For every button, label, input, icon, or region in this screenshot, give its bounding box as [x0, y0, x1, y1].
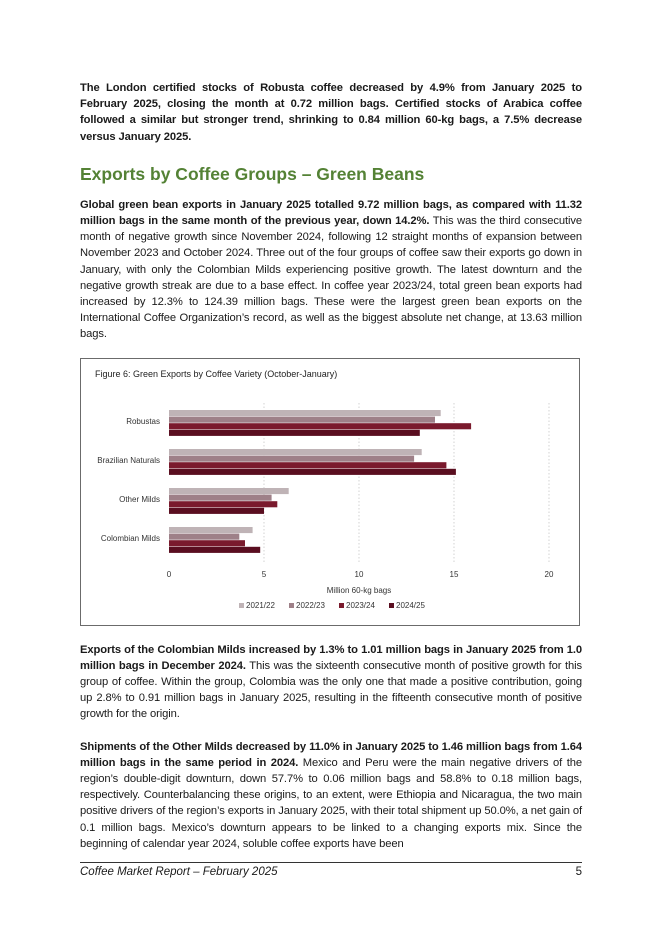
x-tick-label: 10 [354, 569, 364, 579]
bar-2023-24-colombian-milds [169, 540, 245, 546]
bar-2023-24-robustas [169, 423, 471, 429]
section-heading: Exports by Coffee Groups – Green Beans [80, 163, 425, 184]
paragraph-bold: Exports of the Colombian Milds increased by 1.3% to 1.01 million bags in January 2025 from 1.0 million bags in December 2024. [80, 643, 582, 672]
bar-2023-24-brazilian-naturals [169, 462, 446, 468]
bar-2022-23-colombian-milds [169, 533, 239, 539]
legend-swatch [289, 603, 294, 608]
x-axis-label: Million 60-kg bags [326, 585, 392, 595]
legend-swatch [339, 603, 344, 608]
bar-2024-25-brazilian-naturals [169, 468, 456, 474]
chart-title: Figure 6: Green Exports by Coffee Variety (October-January) [95, 368, 338, 379]
category-label: Robustas [126, 416, 160, 426]
bar-2021-22-brazilian-naturals [169, 449, 422, 455]
legend-label: 2023/24 [346, 600, 375, 610]
bar-2024-25-other-milds [169, 507, 264, 513]
paragraph-bold: The London certified stocks of Robusta coffee decreased by 4.9% from January 2025 to February 2025, closing the month at 0.72 million bags. Certified stocks of Arabica coffee followed a similar but stronger trend, shrinking to 0.84 million 60-kg bags, a 7.5% decrease versus January 2025. [80, 82, 582, 143]
paragraph-global-exports [80, 197, 582, 343]
paragraph-bold: Shipments of the Other Milds decreased by 11.0% in January 2025 to 1.46 million bags from 1.64 million bags in the same period in 2024. [80, 740, 582, 769]
category-label: Colombian Milds [100, 533, 160, 543]
category-label: Other Milds [119, 494, 160, 504]
paragraph-bold: Global green bean exports in January 2025 totalled 9.72 million bags, as compared with 11.32 million bags in the same month of the previous year, down 14.2%. [80, 198, 582, 228]
x-tick-label: 5 [261, 569, 267, 579]
page-footer [80, 862, 582, 878]
legend-label: 2021/22 [246, 600, 275, 610]
paragraph-text: Mexico and Peru were the main negative drivers of the region’s double-digit downturn, down 57.7% to 0.06 million bags and 58.8% to 0.18 million bags, respectively. Counterbalancing these origins, to an extent, were Ethiopia and Nicaragua, the two main positive drivers of the region’s exports in January 2025, with their total shipment up 50.0%, a net gain of 0.1 million bags. Mexico’s downturn appears to be linked to a changing exports mix. Since the beginning of calendar year 2024, soluble coffee exports have been [80, 756, 582, 850]
bar-2021-22-other-milds [169, 488, 289, 494]
legend-label: 2024/25 [396, 600, 425, 610]
legend-swatch [239, 603, 244, 608]
category-label: Brazilian Naturals [97, 455, 160, 465]
x-tick-label: 0 [166, 569, 172, 579]
x-tick-label: 15 [449, 569, 459, 579]
bar-2021-22-colombian-milds [169, 527, 253, 533]
legend-swatch [389, 603, 394, 608]
paragraph-text: This was the sixteenth consecutive month of positive growth for this group of coffee. Within the group, Colombia was the only one that made a positive contribution, going up 2.8% to 0.91 million bags in January 2025, resulting in the fifteenth consecutive month of positive growth for the origin. [80, 659, 582, 721]
bar-2021-22-robustas [169, 410, 441, 416]
paragraph-text: This was the third consecutive month of negative growth since November 2024, following 12 straight months of expansion between November 2023 and October 2024. Three out of the four groups of coffee saw their exports go down in January, with only the Colombian Milds experiencing positive growth. The latest downturn and the negative growth streak are due to a base effect. In coffee year 2023/24, total green bean exports had increased by 12.3% to 124.39 million bags. These were the largest green bean exports on the International Coffee Organization’s record, as well as the biggest absolute net change, at 13.63 million bags. [80, 215, 582, 341]
bar-2022-23-robustas [169, 416, 435, 422]
bar-2024-25-colombian-milds [169, 546, 260, 552]
bar-2024-25-robustas [169, 429, 420, 435]
paragraph-certified-stocks [80, 80, 582, 145]
footer-title: Coffee Market Report – February 2025 [80, 866, 278, 878]
page-content [80, 80, 582, 852]
figure-green-exports [80, 358, 580, 626]
page-number: 5 [575, 866, 582, 878]
x-tick-label: 20 [544, 569, 554, 579]
bar-2023-24-other-milds [169, 501, 277, 507]
bar-2022-23-other-milds [169, 494, 272, 500]
paragraph-colombian-milds [80, 642, 582, 723]
paragraph-other-milds [80, 739, 582, 852]
bar-chart [81, 359, 581, 627]
legend-label: 2022/23 [296, 600, 325, 610]
bar-2022-23-brazilian-naturals [169, 455, 414, 461]
